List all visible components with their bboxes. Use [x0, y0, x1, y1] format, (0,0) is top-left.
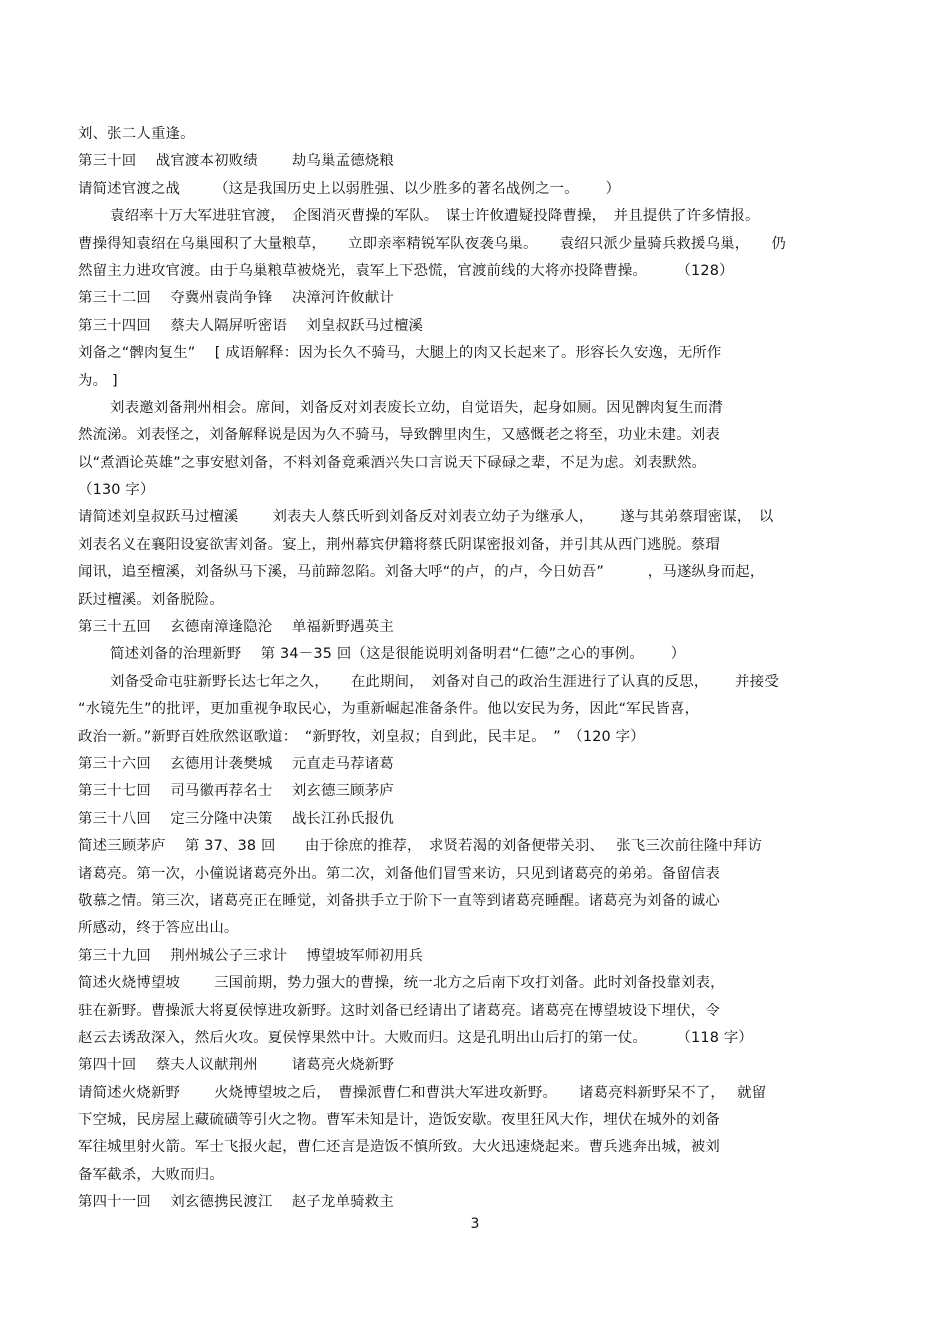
question-line: 请简述官渡之战 （这是我国历史上以弱胜强、以少胜多的著名战例之一。 ） [78, 180, 621, 197]
text-line: 袁绍率十万大军进驻官渡， 企图消灭曹操的军队。 谋士许攸遭疑投降曹操， 并且提供了许多情报。 [110, 208, 760, 225]
text-line: 赵云去诱敌深入，然后火攻。夏侯惇果然中计。大败而归。这是孔明出山后打的第一仗。 （118 字） [78, 1029, 754, 1046]
chapter-heading: 第三十四回 蔡夫人隔屏听密语 刘皇叔跃马过檀溪 [78, 317, 424, 334]
text-line: 敬慕之情。第三次，诸葛亮正在睡觉，刘备拱手立于阶下一直等到诸葛亮睡醒。诸葛亮为刘备的诚心 [78, 892, 720, 909]
text-line: 备军截杀，大败而归。 [78, 1166, 224, 1183]
text-line: “水镜先生”的批评，更加重视争取民心，为重新崛起准备条件。他以安民为务，因此“军民皆喜， [78, 701, 700, 718]
question-line: 简述三顾茅庐 第 37、38 回 由于徐庶的推荐， 求贤若渴的刘备便带关羽、 张飞三次前往隆中拜访 [78, 838, 763, 855]
chapter-heading: 第四十回 蔡夫人议献荆州 诸葛亮火烧新野 [78, 1057, 394, 1074]
chapter-heading: 第四十一回 刘玄德携民渡江 赵子龙单骑救主 [78, 1194, 394, 1211]
text-line: 所感动，终于答应出山。 [78, 920, 239, 937]
chapter-heading: 第三十二回 夺冀州袁尚争锋 决漳河许攸献计 [78, 290, 394, 307]
text-line: 曹操得知袁绍在乌巢囤积了大量粮草， 立即亲率精锐军队夜袭乌巢。 袁绍只派少量骑兵救援乌巢， 仍 [78, 235, 786, 252]
question-line: 简述刘备的治理新野 第 34－35 回（这是很能说明刘备明君“仁德”之心的事例。 ） [110, 646, 686, 663]
page-number: 3 [470, 1216, 480, 1232]
text-line: 为。 ] [78, 372, 118, 389]
text-line: 闻讯，追至檀溪，刘备纵马下溪，马前蹄忽陷。刘备大呼“的卢，的卢，今日妨吾” ，马遂纵身而起， [78, 564, 765, 581]
text-line: 刘、张二人重逢。 [78, 126, 195, 142]
text-line: 刘表名义在襄阳设宴欲害刘备。宴上，荆州幕宾伊籍将蔡氏阴谋密报刘备，并引其从西门逃脱。蔡瑁 [78, 536, 720, 553]
text-line: 下空城，民房屋上藏硫磺等引火之物。曹军未知是计，造饭安歇。夜里狂风大作，埋伏在城外的刘备 [78, 1112, 720, 1129]
text-line: 军往城里射火箭。军士飞报火起，曹仁还言是造饭不慎所致。大火迅速烧起来。曹兵逃奔出城，被刘 [78, 1139, 720, 1156]
chapter-heading: 第三十九回 荆州城公子三求计 博望坡军师初用兵 [78, 947, 424, 964]
text-line: 刘备受命屯驻新野长达七年之久， 在此期间， 刘备对自己的政治生涯进行了认真的反思， 并接受 [110, 673, 779, 690]
question-line: 请简述刘皇叔跃马过檀溪 刘表夫人蔡氏听到刘备反对刘表立幼子为继承人， 遂与其弟蔡瑁密谋， 以 [78, 509, 774, 526]
chapter-heading: 第三十回 战官渡本初败绩 劫乌巢孟德烧粮 [78, 153, 394, 170]
chapter-heading: 第三十五回 玄德南漳逢隐沦 单福新野遇英主 [78, 619, 394, 636]
question-line: 简述火烧博望坡 三国前期，势力强大的曹操，统一北方之后南下攻打刘备。此时刘备投靠刘表， [78, 975, 725, 992]
chapter-heading: 第三十七回 司马徽再荐名士 刘玄德三顾茅庐 [78, 783, 394, 800]
page-body [78, 121, 858, 1217]
text-line: 然流涕。刘表怪之，刘备解释说是因为久不骑马，导致髀里肉生，又感慨老之将至，功业未建。刘表 [78, 427, 720, 444]
text-line: 以“煮酒论英雄”之事安慰刘备，不料刘备竟乘酒兴失口言说天下碌碌之辈，不足为虑。刘表默然。 [78, 454, 707, 471]
chapter-heading: 第三十六回 玄德用计袭樊城 元直走马荐诸葛 [78, 755, 394, 772]
text-line: 刘表邀刘备荆州相会。席间，刘备反对刘表废长立幼，自觉语失，起身如厕。因见髀肉复生而潸 [110, 399, 723, 416]
text-line: 诸葛亮。第一次，小僮说诸葛亮外出。第二次，刘备他们冒雪来访，只见到诸葛亮的弟弟。备留信表 [78, 865, 720, 882]
text-line: 驻在新野。曹操派大将夏侯惇进攻新野。这时刘备已经请出了诸葛亮。诸葛亮在博望坡设下埋伏，令 [78, 1002, 720, 1019]
text-line: （130 字） [78, 482, 155, 499]
text-line: 跃过檀溪。刘备脱险。 [78, 591, 224, 608]
text-line: 然留主力进攻官渡。由于乌巢粮草被烧光，袁军上下恐慌，官渡前线的大将亦投降曹操。 （128） [78, 262, 734, 279]
chapter-heading: 第三十八回 定三分隆中决策 战长江孙氏报仇 [78, 810, 394, 827]
text-line: 政治一新。”新野百姓欣然讴歌道： “新野牧，刘皇叔；自到此，民丰足。 ” （120 字） [78, 728, 645, 745]
question-line: 刘备之“髀肉复生” [ 成语解释：因为长久不骑马，大腿上的肉又长起来了。形容长久安逸，无所作 [78, 345, 722, 362]
question-line: 请简述火烧新野 火烧博望坡之后， 曹操派曹仁和曹洪大军进攻新野。 诸葛亮料新野呆不了， 就留 [78, 1084, 767, 1101]
